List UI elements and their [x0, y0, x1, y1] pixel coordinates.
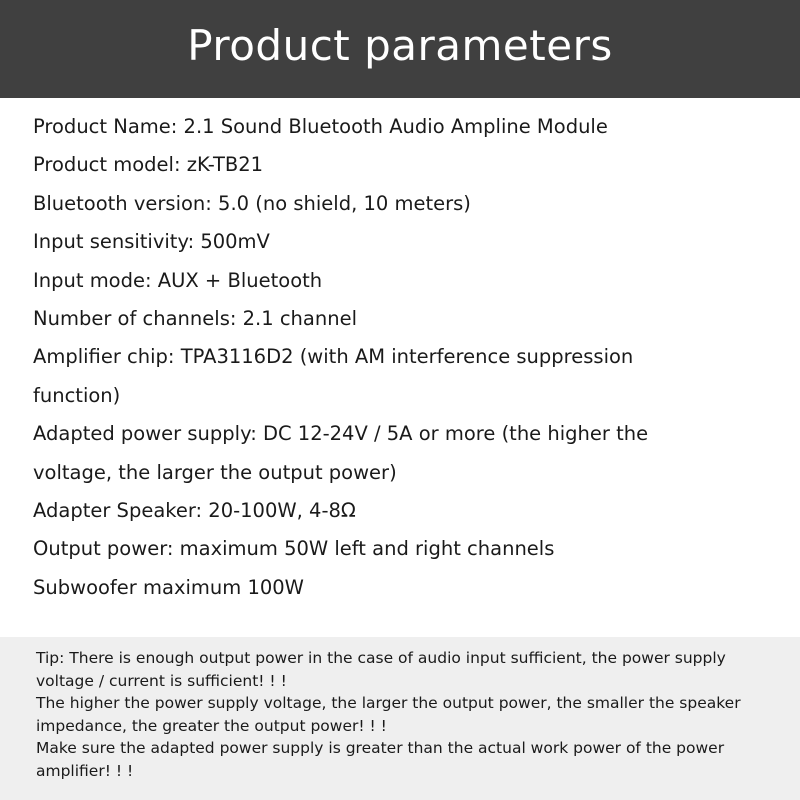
- page-title: Product parameters: [187, 20, 613, 70]
- param-amplifier-chip-cont: function): [33, 383, 121, 407]
- tip-line: amplifier! ! !: [36, 761, 134, 780]
- param-power-supply: Adapted power supply: DC 12-24V / 5A or more (the higher the: [33, 422, 649, 446]
- param-bluetooth-version: Bluetooth version: 5.0 (no shield, 10 meters): [33, 191, 471, 215]
- param-subwoofer: Subwoofer maximum 100W: [33, 575, 304, 599]
- tip-line: voltage / current is sufficient! ! !: [36, 671, 287, 690]
- param-input-sensitivity: Input sensitivity: 500mV: [33, 230, 270, 254]
- param-power-supply-cont: voltage, the larger the output power): [33, 460, 397, 484]
- param-amplifier-chip: Amplifier chip: TPA3116D2 (with AM interference suppression: [33, 345, 634, 369]
- param-product-name: Product Name: 2.1 Sound Bluetooth Audio Ampline Module: [33, 115, 608, 138]
- tips-text: [36, 647, 776, 783]
- tip-line: The higher the power supply voltage, the larger the output power, the smaller the speaker: [36, 694, 741, 713]
- tips-panel: [0, 637, 800, 800]
- tip-line: Tip: There is enough output power in the case of audio input sufficient, the power supply: [36, 649, 726, 667]
- tip-line: impedance, the greater the output power! ! !: [36, 716, 387, 735]
- param-product-model: Product model: zK-TB21: [33, 153, 264, 177]
- tip-line: Make sure the adapted power supply is greater than the actual work power of the power: [36, 739, 725, 758]
- param-input-mode: Input mode: AUX + Bluetooth: [33, 268, 323, 292]
- param-adapter-speaker: Adapter Speaker: 20-100W, 4-8Ω: [33, 498, 356, 522]
- parameters-list: [33, 108, 773, 607]
- param-output-power: Output power: maximum 50W left and right channels: [33, 537, 555, 561]
- param-channels: Number of channels: 2.1 channel: [33, 306, 357, 330]
- header-bar: [0, 0, 800, 98]
